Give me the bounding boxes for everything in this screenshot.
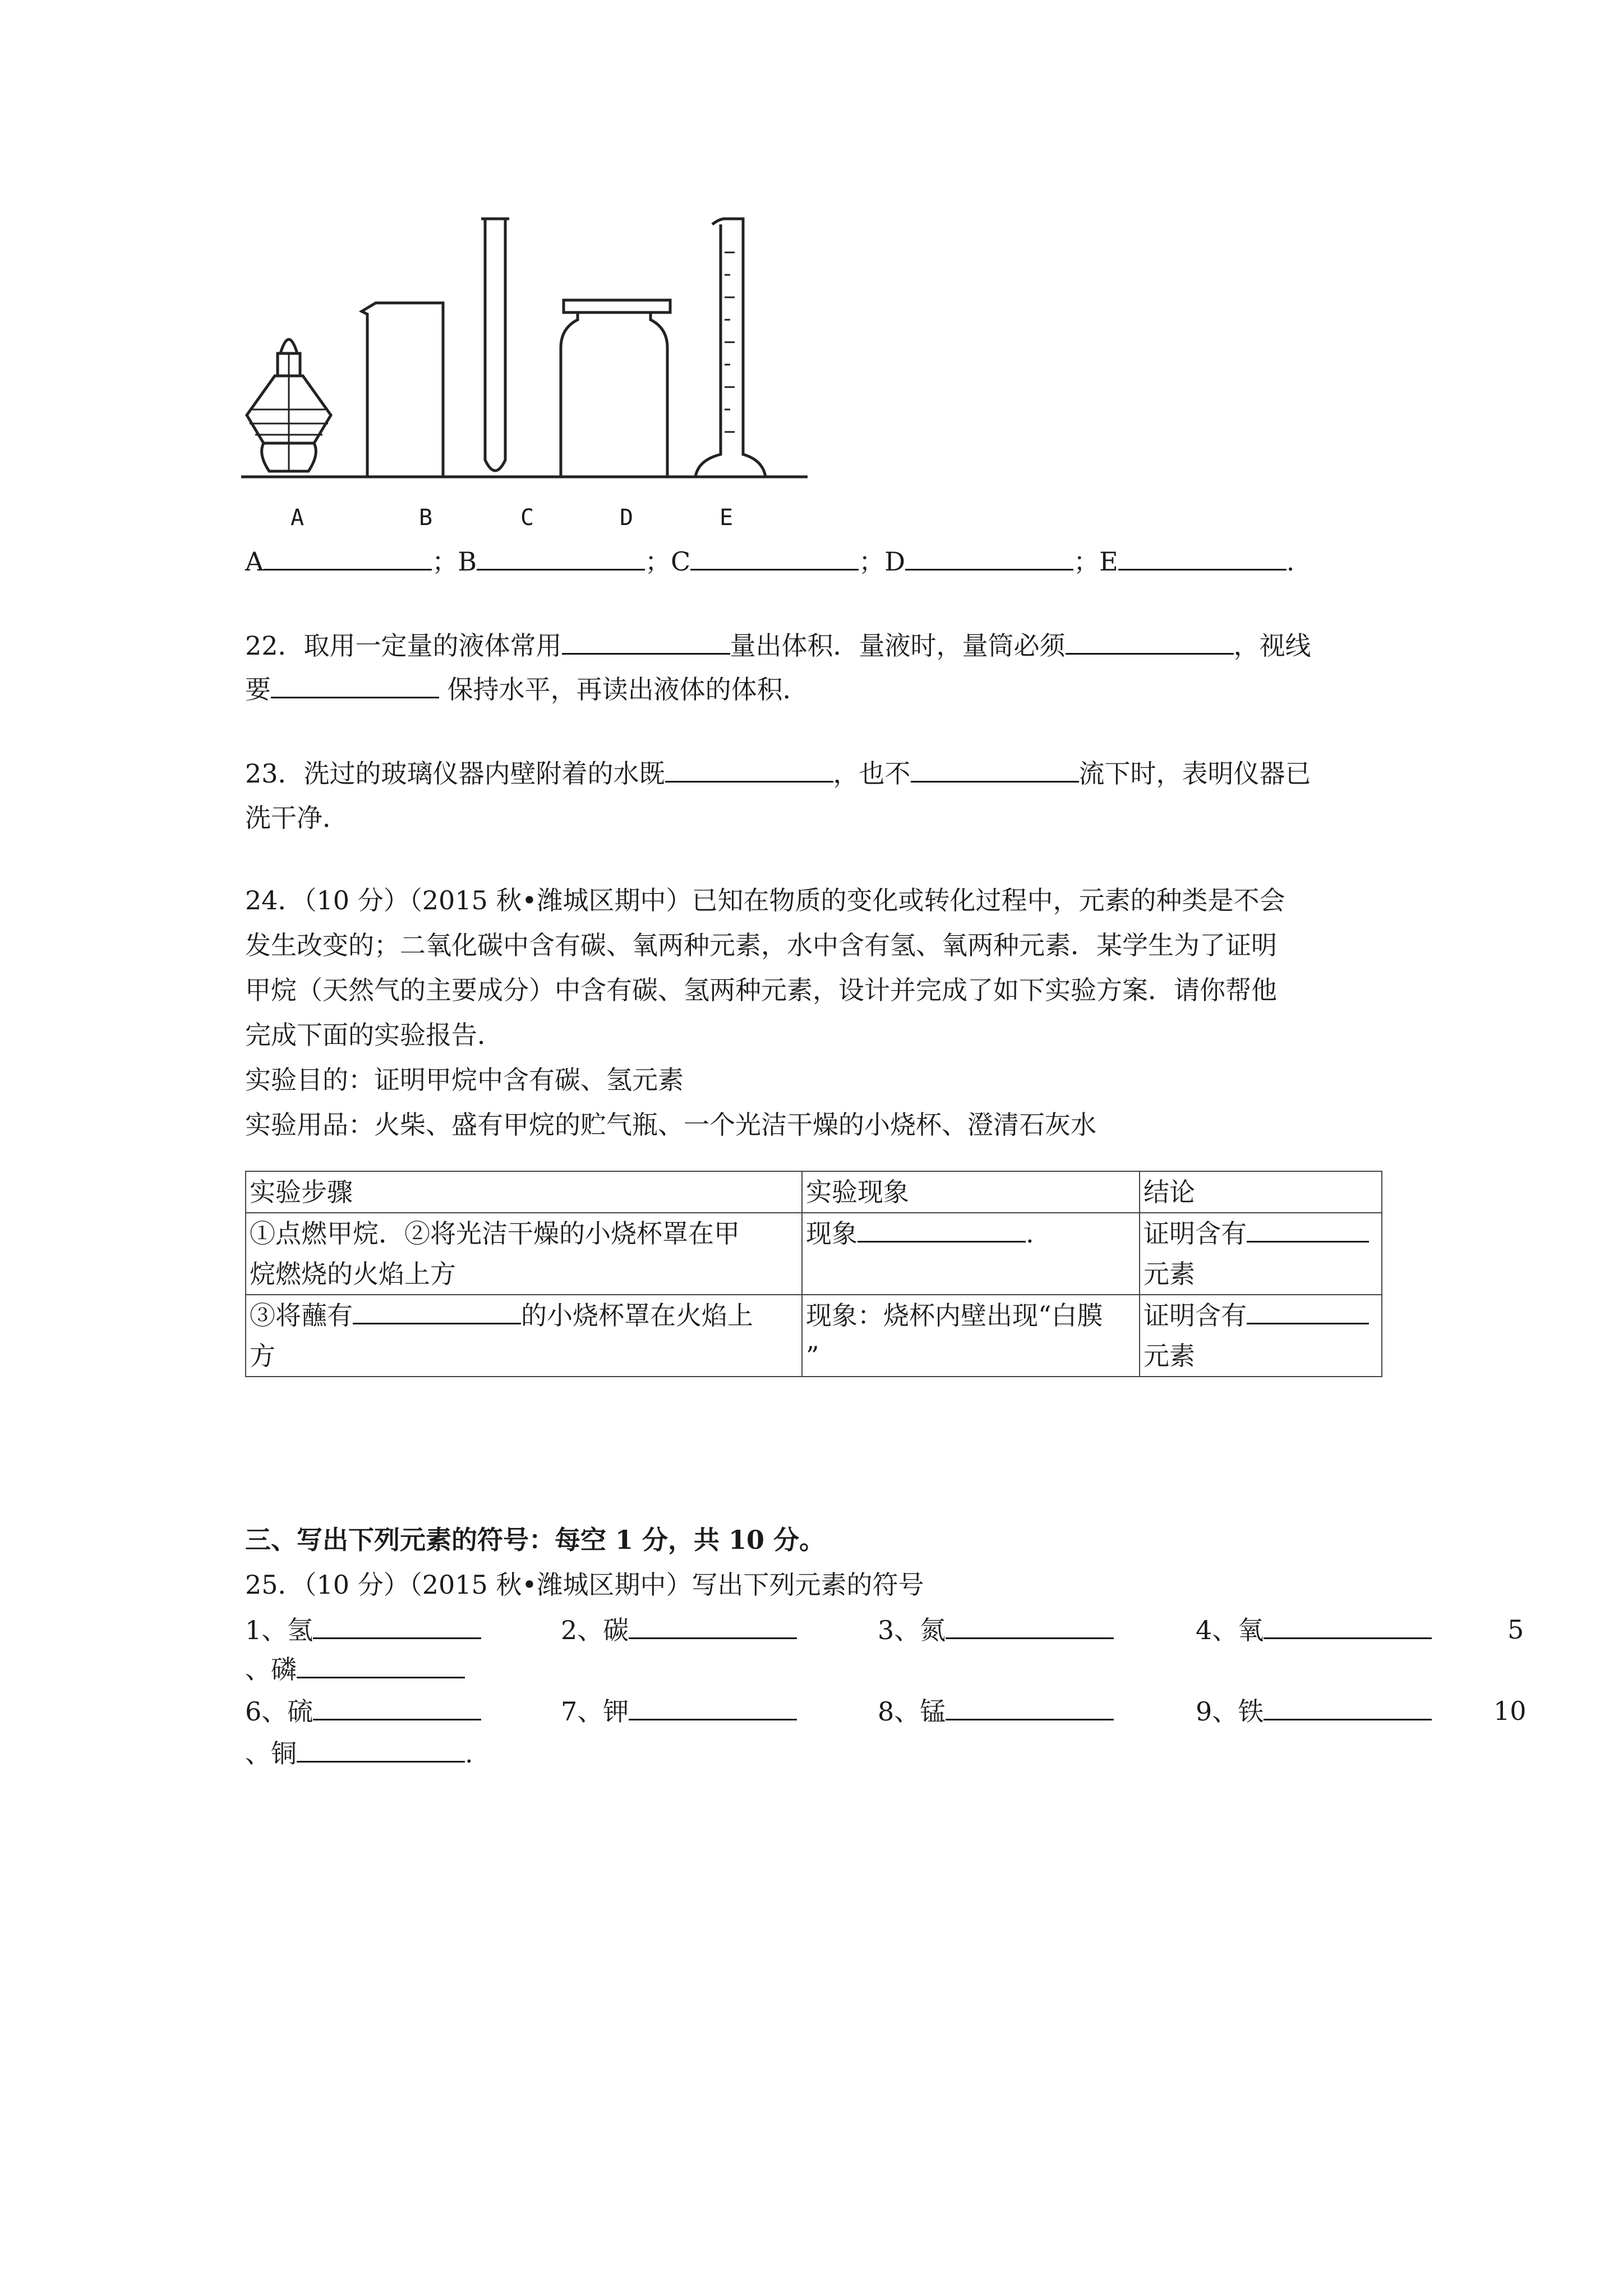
- answer-blank-e[interactable]: [1118, 544, 1287, 570]
- header-steps: 实验步骤: [246, 1171, 802, 1213]
- element-cu-label: 、铜: [245, 1738, 297, 1769]
- experiment-materials: 实验用品：火柴、盛有甲烷的贮气瓶、一个光洁干燥的小烧杯、澄清石灰水: [245, 1110, 1096, 1140]
- q23-blank-1[interactable]: [665, 756, 833, 783]
- row1-conclusion: [1140, 1213, 1382, 1295]
- q22-blank-2[interactable]: [1066, 628, 1234, 655]
- row1-phenomenon-label: 现象: [806, 1218, 857, 1249]
- element-n: [878, 1613, 1114, 1647]
- question-24-line-3: 甲烷（天然气的主要成分）中含有碳、氢两种元素，设计并完成了如下实验方案．请你帮他: [245, 975, 1277, 1005]
- question-22-line-1: [245, 628, 1311, 662]
- header-conclusion: 结论: [1140, 1171, 1382, 1213]
- q23-blank-2[interactable]: [911, 756, 1079, 783]
- row1-conclusion-label: 证明含有: [1144, 1218, 1247, 1249]
- label-e: ；E: [1073, 546, 1118, 577]
- row2-conclusion-label: 证明含有: [1144, 1300, 1247, 1331]
- figure-label-b: B: [419, 505, 433, 531]
- row2-step-blank[interactable]: [353, 1298, 521, 1324]
- beaker-icon: [362, 303, 443, 477]
- element-p-label: 、磷: [245, 1654, 297, 1685]
- gas-jar-icon: [561, 300, 670, 477]
- test-tube-icon: [481, 219, 509, 471]
- element-s-blank[interactable]: [313, 1694, 481, 1720]
- question-24-line-1: 24．（10 分）（2015 秋•潍城区期中）已知在物质的变化或转化过程中，元素的种类是不会: [245, 885, 1285, 915]
- element-cu-end: .: [465, 1738, 473, 1769]
- element-10-number: 10: [1493, 1696, 1527, 1726]
- row2-phenomenon-line-1: 现象：烧杯内壁出现“白膜: [806, 1300, 1103, 1331]
- question-22-line-2: [245, 672, 809, 706]
- element-o-label: 4、氧: [1196, 1615, 1264, 1645]
- answer-blank-a[interactable]: [264, 544, 432, 570]
- element-h-label: 1、氢: [245, 1615, 313, 1645]
- table-header-row: [246, 1171, 1382, 1213]
- row1-phenomenon-end: .: [1026, 1218, 1034, 1249]
- element-k-blank[interactable]: [629, 1694, 797, 1720]
- figure-label-d: D: [620, 505, 634, 531]
- element-n-blank[interactable]: [946, 1613, 1114, 1639]
- element-h-blank[interactable]: [313, 1613, 481, 1639]
- element-mn: [878, 1694, 1114, 1728]
- element-fe: [1196, 1694, 1432, 1728]
- q22-blank-1[interactable]: [562, 628, 730, 655]
- graduated-cylinder-icon: [695, 219, 766, 477]
- element-fe-blank[interactable]: [1264, 1694, 1432, 1720]
- alcohol-lamp-icon: [247, 339, 331, 471]
- q23-text-1: 23．洗过的玻璃仪器内壁附着的水既: [245, 758, 665, 789]
- row1-conclusion-blank[interactable]: [1247, 1216, 1369, 1243]
- element-mn-label: 8、锰: [878, 1696, 946, 1727]
- q22-text-1: 22．取用一定量的液体常用: [245, 631, 562, 661]
- element-p-blank[interactable]: [297, 1652, 465, 1678]
- row2-phenomenon-line-2: ”: [806, 1341, 819, 1371]
- element-s: [245, 1694, 481, 1728]
- element-h: [245, 1613, 481, 1647]
- row2-conclusion-blank[interactable]: [1247, 1298, 1369, 1324]
- element-fe-label: 9、铁: [1196, 1696, 1264, 1727]
- label-d: ；D: [859, 546, 906, 577]
- table-row: [246, 1213, 1382, 1295]
- element-k: [561, 1694, 797, 1728]
- element-n-label: 3、氮: [878, 1615, 946, 1645]
- row2-conclusion: [1140, 1295, 1382, 1377]
- header-phenomenon: 实验现象: [802, 1171, 1140, 1213]
- figure-label-c: C: [520, 505, 534, 531]
- q22-text-2: 量出体积．量液时，量筒必须: [730, 631, 1066, 661]
- element-k-label: 7、钾: [561, 1696, 629, 1727]
- row2-step-text-b: 的小烧杯罩在火焰上: [521, 1300, 753, 1331]
- element-mn-blank[interactable]: [946, 1694, 1114, 1720]
- row2-step-line-2: 方: [250, 1341, 275, 1371]
- table-row: [246, 1295, 1382, 1377]
- element-c-blank[interactable]: [629, 1613, 797, 1639]
- element-o-blank[interactable]: [1264, 1613, 1432, 1639]
- row2-step-text-a: ③将蘸有: [250, 1300, 353, 1331]
- answer-blank-d[interactable]: [905, 544, 1073, 570]
- row1-conclusion-end: 元素: [1144, 1259, 1195, 1289]
- row1-step-line-1: ①点燃甲烷．②将光洁干燥的小烧杯罩在甲: [250, 1218, 740, 1249]
- end-period: .: [1286, 546, 1295, 577]
- row2-conclusion-end: 元素: [1144, 1341, 1195, 1371]
- label-b: ；B: [432, 546, 477, 577]
- lab-apparatus-figure: [241, 213, 813, 494]
- element-s-label: 6、硫: [245, 1696, 313, 1727]
- label-a: A: [245, 546, 264, 577]
- label-c: ；C: [645, 546, 691, 577]
- figure-answer-row: [245, 544, 1294, 578]
- row1-step-line-2: 烷燃烧的火焰上方: [250, 1259, 456, 1289]
- element-c-label: 2、碳: [561, 1615, 629, 1645]
- row2-phenomenon: [802, 1295, 1140, 1377]
- element-p: [245, 1652, 465, 1686]
- element-5-number: 5: [1507, 1614, 1524, 1645]
- q22-text-4: 要: [245, 674, 271, 705]
- element-cu: [245, 1736, 473, 1770]
- experiment-report-table: [245, 1171, 1382, 1377]
- element-o: [1196, 1613, 1432, 1647]
- q23-text-3: 流下时，表明仪器已: [1078, 758, 1311, 789]
- section-3-title: 三、写出下列元素的符号：每空 1 分，共 10 分。: [245, 1525, 826, 1555]
- question-24-line-4: 完成下面的实验报告．: [245, 1020, 503, 1050]
- question-24-line-2: 发生改变的；二氧化碳中含有碳、氧两种元素，水中含有氢、氧两种元素．某学生为了证明: [245, 930, 1277, 960]
- element-c: [561, 1613, 797, 1647]
- row2-step: [246, 1295, 802, 1377]
- answer-blank-c[interactable]: [690, 544, 859, 570]
- question-23-line-1: [245, 756, 1311, 790]
- element-cu-blank[interactable]: [297, 1736, 465, 1763]
- row1-step: [246, 1213, 802, 1295]
- row1-phenomenon-blank[interactable]: [857, 1216, 1026, 1243]
- question-25-title: 25．（10 分）（2015 秋•潍城区期中）写出下列元素的符号: [245, 1570, 924, 1600]
- q22-blank-3[interactable]: [271, 672, 439, 698]
- q23-text-2: ，也不: [833, 758, 911, 789]
- q23-text-4: 洗干净．: [245, 803, 348, 833]
- experiment-purpose: 实验目的：证明甲烷中含有碳、氢元素: [245, 1065, 684, 1095]
- figure-label-e: E: [720, 505, 734, 531]
- question-23-line-2: [245, 801, 348, 835]
- q22-text-3: ，视线: [1233, 631, 1311, 661]
- q22-text-5: 保持水平，再读出液体的体积．: [439, 674, 809, 705]
- answer-blank-b[interactable]: [477, 544, 645, 570]
- figure-label-a: A: [291, 505, 305, 531]
- row1-phenomenon: [802, 1213, 1140, 1295]
